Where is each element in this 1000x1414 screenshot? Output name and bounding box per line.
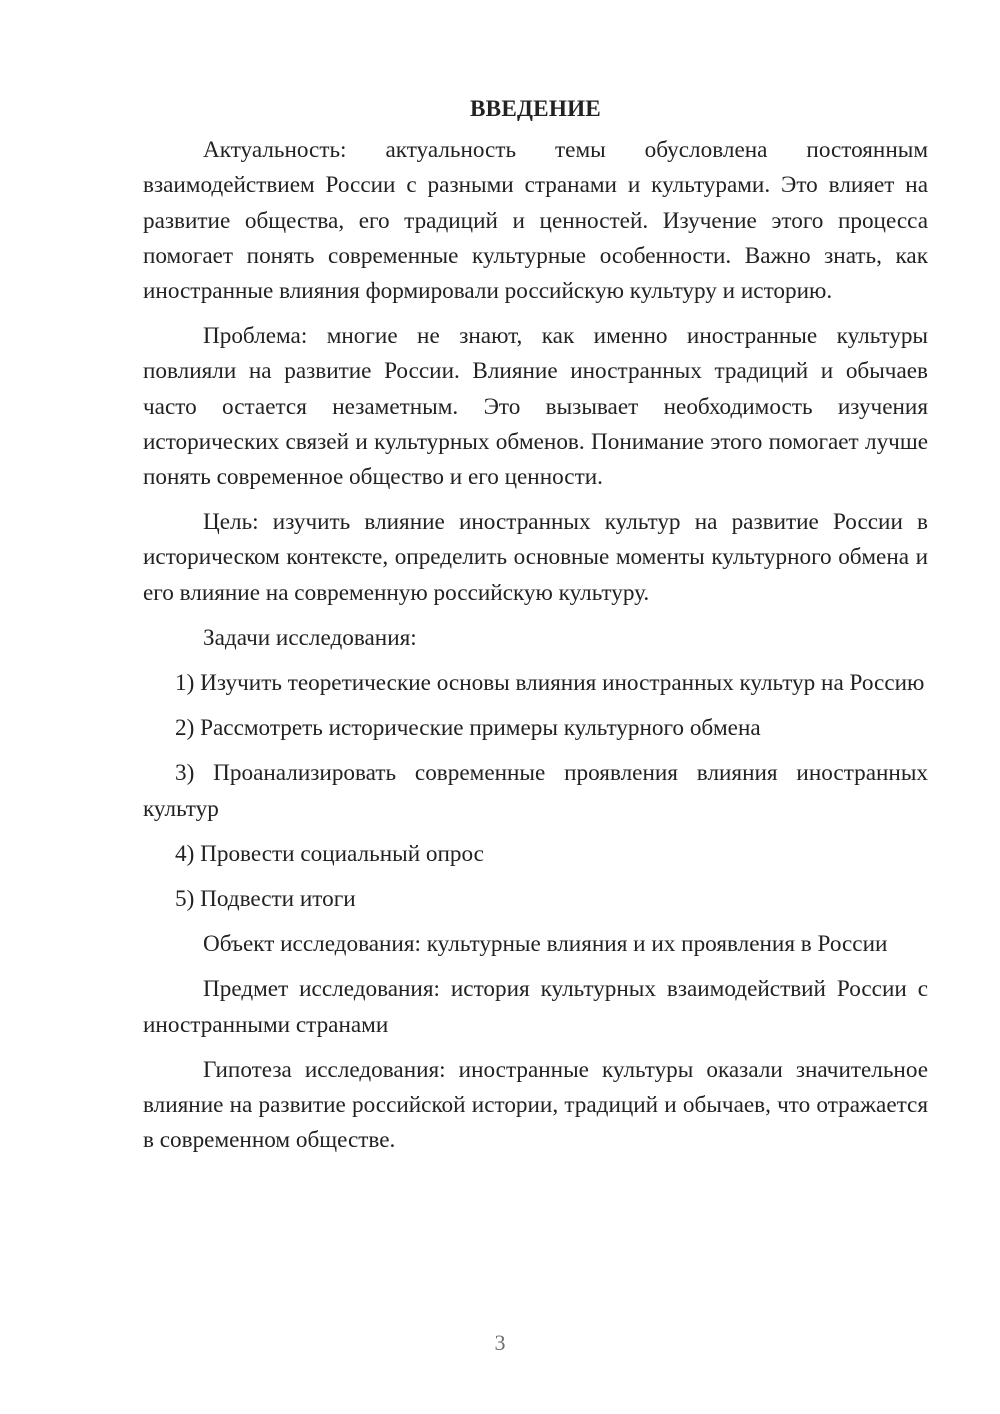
task-item-3: 3) Проанализировать современные проявления влияния иностранных культур	[143, 760, 928, 822]
page-title: ВВЕДЕНИЕ	[470, 96, 601, 122]
problem-paragraph: Проблема: многие не знают, как именно иностранные культуры повлияли на развитие России. Влияние иностранных традиций и обычаев часто остается незаметным. Это вызывает необходимость изучения исторических связей и культурных обменов. Понимание этого помогает лучше понять современное общество и его ценности.	[143, 323, 928, 491]
task-item-4: 4) Провести социальный опрос	[175, 840, 484, 867]
tasks-list	[143, 666, 928, 917]
tasks-heading: Задачи исследования:	[203, 624, 417, 651]
document-page	[143, 92, 928, 1168]
task-item-1: 1) Изучить теоретические основы влияния иностранных культур на Россию	[175, 670, 925, 697]
subject-paragraph: Предмет исследования: история культурных взаимодействий России с иностранными странами	[143, 976, 928, 1038]
task-item-2: 2) Рассмотреть исторические примеры культурного обмена	[175, 715, 761, 742]
relevance-paragraph: Актуальность: актуальность темы обусловлена постоянным взаимодействием России с разными странами и культурами. Это влияет на развитие общества, его традиций и ценностей. Изучение этого процесса помогает понять современные культурные особенности. Важно знать, как иностранные влияния формировали российскую культуру и историю.	[143, 137, 928, 305]
page-number: 3	[494, 1330, 506, 1355]
object-paragraph: Объект исследования: культурные влияния и их проявления в России	[203, 931, 888, 958]
task-item-5: 5) Подвести итоги	[175, 886, 356, 913]
goal-paragraph: Цель: изучить влияние иностранных культур на развитие России в историческом контексте, определить основные моменты культурного обмена и его влияние на современную российскую культуру.	[143, 509, 928, 606]
hypothesis-paragraph: Гипотеза исследования: иностранные культуры оказали значительное влияние на развитие российской истории, традиций и обычаев, что отражается в современном обществе.	[143, 1056, 928, 1154]
